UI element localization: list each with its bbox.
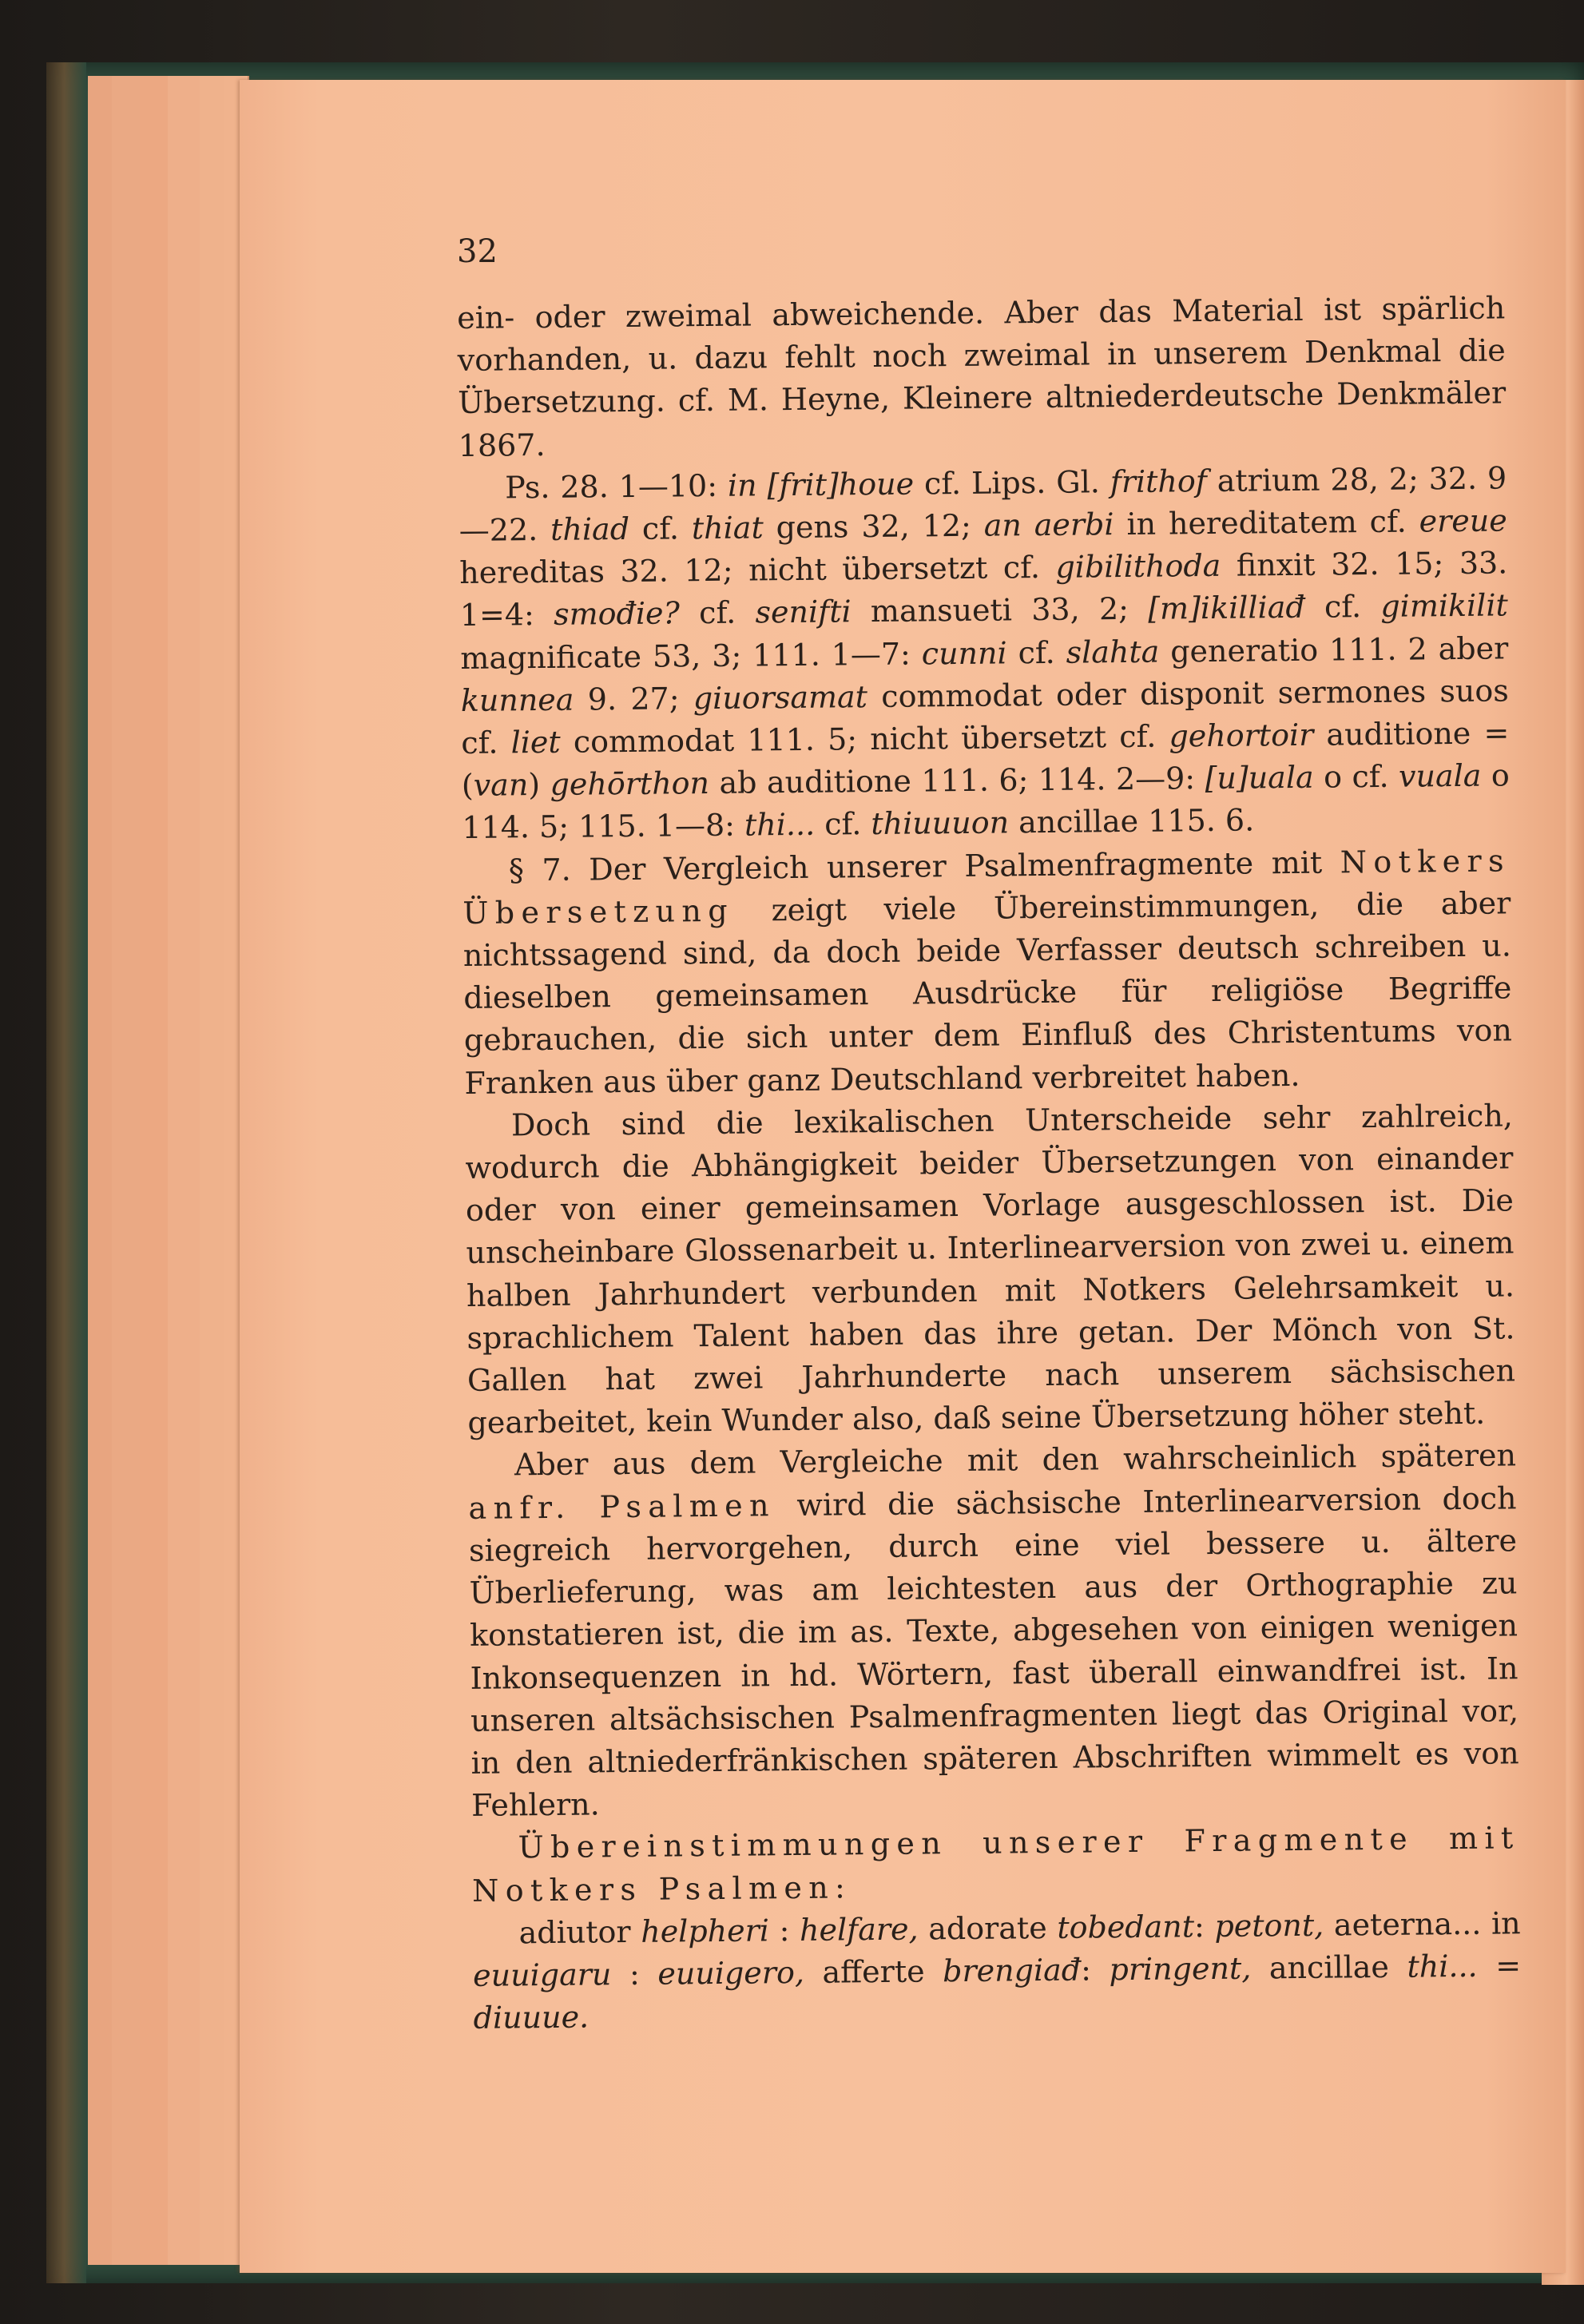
text-run: o 114. 5; 115. 1—8: [462, 757, 1511, 846]
italic-term: euuigero, [657, 1954, 805, 1992]
text-run: § 7. Der Vergleich unserer Psalmenfragmente mit [508, 844, 1340, 888]
italic-term: senifti [755, 594, 852, 630]
text-run: : [1080, 1952, 1110, 1988]
italic-term: van [473, 767, 529, 804]
italic-term: thiad [550, 510, 630, 547]
text-run: auditione = ( [461, 715, 1510, 804]
italic-term: thi... [744, 807, 816, 844]
page-text [457, 287, 1522, 2040]
text-run: hereditas 32. 12; nicht übersetzt cf. [459, 550, 1056, 591]
paragraph [459, 457, 1511, 849]
text-run: cf. [1006, 634, 1066, 671]
paragraph [472, 1902, 1521, 2040]
italic-term: pringent, [1109, 1950, 1252, 1988]
text-run: ab auditione 111. 6; 114. 2—9: [709, 761, 1205, 801]
text-run: adorate [918, 1909, 1058, 1947]
italic-term: gibilithoda [1055, 548, 1221, 586]
text-run: wird die sächsische Interlinearversion doch siegreich hervorgehen, durch eine viel bessere u. ältere Überlieferung, was am leichtesten aus der Orthographie zu konstatieren ist, die im as. Texte, abgesehen von einigen wenigen Inkonsequenzen in hd. Wörtern, fast überall einwandfrei ist. In unseren altsächsischen Psalmenfragmenten liegt das Original vor, in den altniederfränkischen späteren Abschriften wimmelt es von Fehlern. [468, 1480, 1519, 1824]
text-run: ) [528, 767, 550, 803]
italic-term: giuorsamat [693, 678, 868, 717]
text-run: cf. [679, 594, 756, 631]
italic-term: petont, [1214, 1907, 1324, 1944]
spaced-text: anfr. Psalmen [468, 1487, 776, 1526]
text-run: cf. [814, 806, 871, 843]
text-run: adiutor [518, 1913, 641, 1951]
text-run: magnificate 53, 3; 111. 1—7: [460, 636, 923, 676]
italic-term: thiuuuon [871, 804, 1010, 842]
text-run: aeterna... in [1324, 1905, 1521, 1943]
italic-term: [u]uala [1205, 759, 1314, 797]
italic-term: helfare, [799, 1911, 919, 1948]
text-run: o cf. [1313, 758, 1399, 795]
italic-term: tobedant [1057, 1908, 1195, 1945]
text-run: cf. [629, 510, 693, 546]
italic-term: thiat [691, 510, 764, 546]
italic-term: smođie? [553, 595, 681, 633]
italic-term: frithof [1110, 463, 1208, 499]
text-run: : [611, 1956, 658, 1992]
text-run: gens 32, 12; [763, 507, 984, 546]
paragraph [462, 840, 1513, 1105]
text-run: Doch sind die lexikalischen Unterscheide sehr zahlreich, wodurch die Abhängigkeit beider Übersetzungen von einander oder von einer gemeinsamen Vorlage ausgeschlossen ist. Die unscheinbare Glossenarbeit u. Interlinearversion von zwei u. einem halben Jahrhundert verbunden mit Notkers Gelehrsamkeit u. sprachlichem Talent haben das ihre getan. Der Mönch von St. Gallen hat zwei Jahrhunderte nach unserem sächsischen gearbeitet, kein Wunder also, daß seine Übersetzung höher steht. [465, 1098, 1516, 1441]
italic-term: thi... = diuuue. [473, 1948, 1522, 2036]
text-run: atrium 28, 2; 32. 9—22. [459, 460, 1507, 549]
text-run: generatio 111. 2 aber [1159, 630, 1509, 669]
text-run: ein- oder zweimal abweichende. Aber das Material ist spärlich vorhanden, u. dazu fehlt noch zweimal in unserem Denkmal die Übersetzung. cf. M. Heyne, Kleinere altniederdeutsche Denkmäler 1867. [457, 290, 1507, 463]
italic-term: helpheri [641, 1913, 770, 1949]
text-run: commodat 111. 5; nicht übersetzt cf. [560, 718, 1169, 760]
italic-term: [m]ikilliađ [1148, 590, 1305, 627]
text-run: Ps. 28. 1—10: [505, 467, 728, 506]
page-number: 32 [457, 233, 498, 270]
spaced-text: Notkers Übersetzung [462, 843, 1511, 931]
italic-term: euuigaru [472, 1957, 612, 1993]
text-run: ancillae 115. 6. [1008, 802, 1255, 840]
italic-term: an aerbi [983, 507, 1114, 543]
text-run: ancillae [1251, 1949, 1407, 1986]
text-run: zeigt viele Übereinstimmungen, die aber nichtssagend sind, da doch beide Verfasser deutsch schreiben u. dieselben gemeinsamen Ausdrücke für religiöse Begriffe gebrauchen, die sich unter dem Einfluß des Christentums von Franken aus über ganz Deutschland verbreitet haben. [462, 885, 1513, 1101]
italic-term: gimikilit [1380, 587, 1508, 625]
italic-term: vuala [1398, 757, 1482, 794]
text-run: : [1193, 1908, 1215, 1944]
italic-term: brengiađ [942, 1952, 1082, 1989]
text-run: cf. Lips. Gl. [913, 463, 1110, 502]
text-run: cf. [1304, 589, 1381, 626]
text-run: in hereditatem cf. [1114, 503, 1419, 542]
book-spine-edge [46, 62, 86, 2283]
italic-term: slahta [1066, 634, 1160, 670]
text-run: 9. 27; [574, 681, 694, 717]
text-run: mansueti 33, 2; [851, 591, 1149, 630]
italic-term: in [frit]houe [727, 466, 915, 503]
paragraph [457, 287, 1507, 467]
text-run: finxit 32. 15; 33. 1=4: [459, 545, 1508, 634]
text-run: Aber aus dem Vergleiche mit den wahrscheinlich späteren [514, 1437, 1517, 1483]
italic-term: gehortoir [1169, 717, 1314, 754]
italic-term: gehōrthon [550, 765, 710, 803]
paragraph [471, 1817, 1520, 1913]
italic-term: liet [510, 724, 561, 761]
paragraph [468, 1435, 1520, 1827]
paragraph [465, 1094, 1516, 1444]
text-run: : [768, 1912, 800, 1949]
spaced-text: Übereinstimmungen unserer Fragmente mit Notkers Psalmen: [471, 1820, 1520, 1909]
italic-term: ereue [1419, 503, 1507, 539]
text-run: commodat oder disponit sermones suos cf. [461, 673, 1509, 761]
italic-term: kunnea [460, 681, 574, 718]
italic-term: cunni [921, 635, 1007, 672]
text-run: afferte [804, 1953, 943, 1990]
